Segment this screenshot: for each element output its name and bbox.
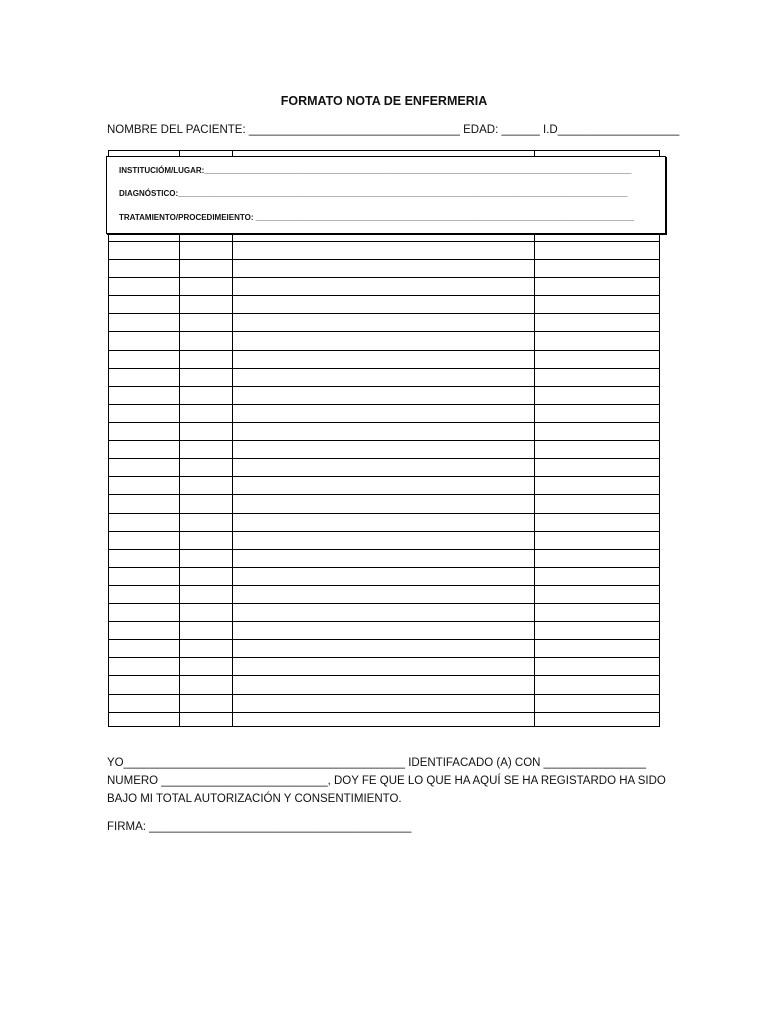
consent-line-1: YO____________________________________________ IDENTIFACADO (A) CON ________________ xyxy=(107,757,647,769)
table-row-line xyxy=(109,440,659,441)
table-row-line xyxy=(109,657,659,658)
table-row-line xyxy=(109,313,659,314)
table-row-line xyxy=(109,277,659,278)
institution-field: INSTITUCIÓM/LUGAR:________________________________________________________________________________________________ xyxy=(119,166,632,175)
table-row-line xyxy=(109,476,659,477)
table-row-line xyxy=(109,712,659,713)
table-row-line xyxy=(109,422,659,423)
diagnosis-field: DIAGNÓSTICO:_____________________________________________________________________________________________________ xyxy=(119,189,628,198)
table-row-line xyxy=(109,368,659,369)
table-row-line xyxy=(109,259,659,260)
table-row-line xyxy=(109,639,659,640)
table-row-line xyxy=(109,531,659,532)
table-row-line xyxy=(109,675,659,676)
table-row-line xyxy=(109,549,659,550)
notes-table xyxy=(108,150,660,727)
table-row-line xyxy=(109,603,659,604)
signature-line: FIRMA: _________________________________________ xyxy=(107,821,412,833)
table-row-line xyxy=(109,621,659,622)
table-row-line xyxy=(109,386,659,387)
table-row-line xyxy=(109,513,659,514)
info-box xyxy=(106,156,666,234)
consent-line-2: NUMERO __________________________, DOY FE QUE LO QUE HA AQUÍ SE HA REGISTARDO HA SIDO xyxy=(107,775,666,787)
patient-info-line: NOMBRE DEL PACIENTE: _________________________________ EDAD: ______ I.D___________________ xyxy=(107,124,680,136)
table-row-line xyxy=(109,241,659,242)
table-row-line xyxy=(109,567,659,568)
table-row-line xyxy=(109,404,659,405)
table-row-line xyxy=(109,694,659,695)
treatment-field: TRATAMIENTO/PROCEDIMEIENTO: _____________________________________________________________________________________ xyxy=(119,213,634,222)
consent-line-3: BAJO MI TOTAL AUTORIZACIÓN Y CONSENTIMIENTO. xyxy=(107,793,402,805)
table-row-line xyxy=(109,295,659,296)
table-row-line xyxy=(109,585,659,586)
page-title: FORMATO NOTA DE ENFERMERIA xyxy=(280,94,488,108)
table-row-line xyxy=(109,350,659,351)
table-row-line xyxy=(109,331,659,332)
table-row-line xyxy=(109,494,659,495)
table-row-line xyxy=(109,458,659,459)
